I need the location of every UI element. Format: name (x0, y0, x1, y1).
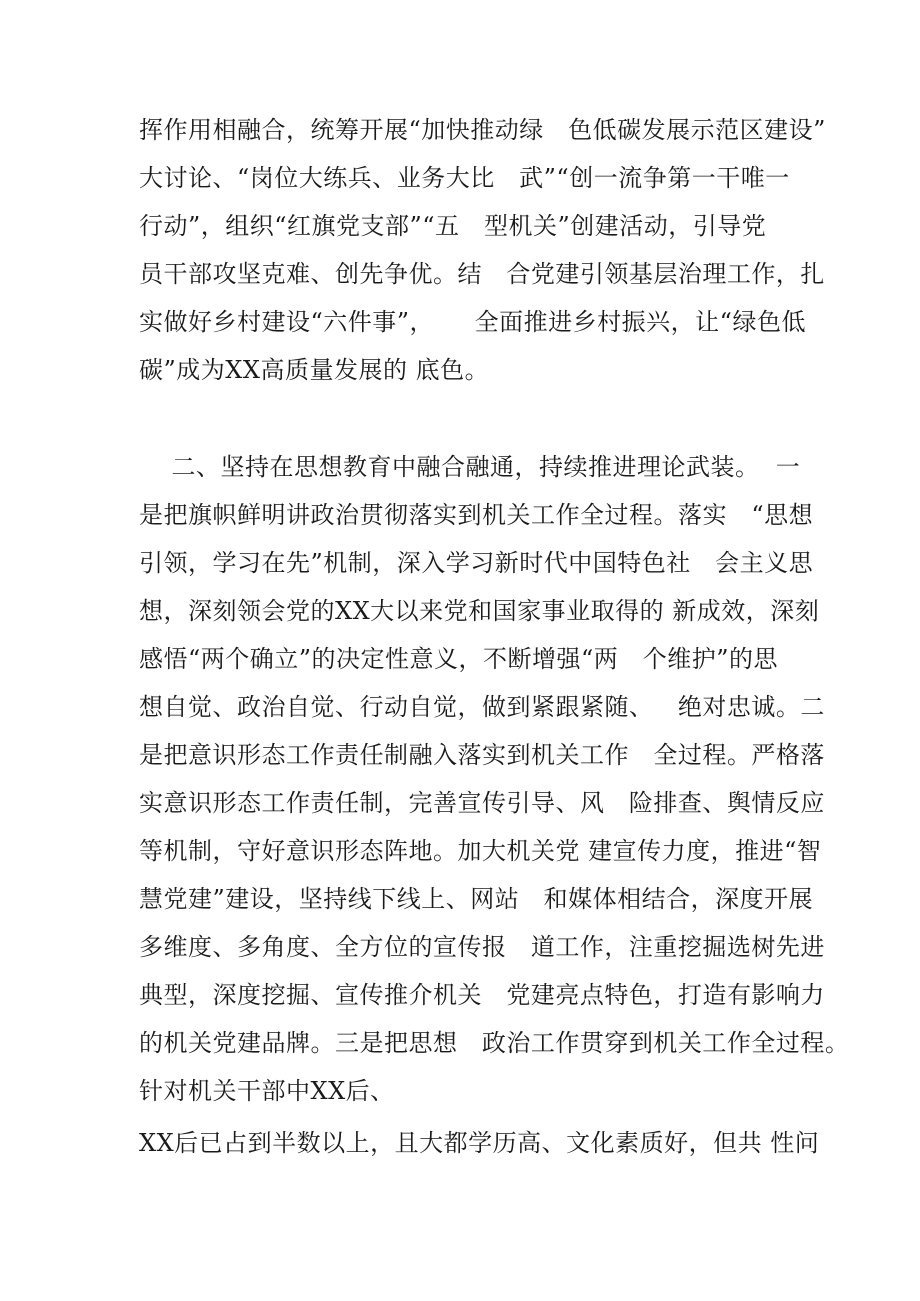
paragraph-2-line-14: 针对机关干部中XX后、 (139, 1077, 395, 1105)
paragraph-1-line-4: 员干部攻坚克难、创先争优。结 合党建引领基层治理工作，扎 (139, 260, 825, 288)
paragraph-1-line-2: 大讨论、“岗位大练兵、业务大比 武”“创一流争第一干唯一 (139, 164, 790, 192)
paragraph-3-line-1: XX后已占到半数以上，且大都学历高、文化素质好，但共 性问 (139, 1129, 820, 1157)
paragraph-2-line-11: 多维度、多角度、全方位的宣传报 道工作，注重挖掘选树先进 (139, 933, 825, 961)
paragraph-1-line-5: 实做好乡村建设“六件事”， 全面推进乡村振兴，让“绿色低 (139, 308, 806, 336)
paragraph-1-line-6: 碳”成为XX高质量发展的 底色。 (139, 356, 490, 384)
paragraph-2-line-8: 实意识形态工作责任制，完善宣传引导、风 险排查、舆情反应 (139, 789, 825, 817)
paragraph-2-line-4: 想，深刻领会党的XX大以来党和国家事业取得的 新成效，深刻 (139, 597, 820, 625)
paragraph-2-line-6: 想自觉、政治自觉、行动自觉，做到紧跟紧随、 绝对忠诚。二 (139, 693, 825, 721)
paragraph-2-line-9: 等机制，守好意识形态阵地。加大机关党 建宣传力度，推进“智 (139, 837, 822, 865)
paragraph-2-line-7: 是把意识形态工作责任制融入落实到机关工作 全过程。严格落 (139, 741, 825, 769)
paragraph-2-line-5: 感悟“两个确立”的决定性意义，不断增强“两 个维护”的思 (139, 645, 778, 673)
paragraph-1-line-3: 行动”，组织“红旗党支部”“五 型机关”创建活动，引导党 (139, 212, 767, 240)
paragraph-2-line-12: 典型，深度挖掘、宣传推介机关 党建亮点特色，打造有影响力 (139, 981, 825, 1009)
paragraph-2-line-1: 二、坚持在思想教育中融合融通，持续推进理论武装。 一 (139, 453, 801, 481)
paragraph-1-line-1: 挥作用相融合，统筹开展“加快推动绿 色低碳发展示范区建设” (139, 116, 826, 144)
paragraph-2-line-13: 的机关党建品牌。三是把思想 政治工作贯穿到机关工作全过程。 (139, 1029, 850, 1057)
paragraph-2-line-3: 引领，学习在先”机制，深入学习新时代中国特色社 会主义思 (139, 549, 814, 577)
paragraph-2-line-2: 是把旗帜鲜明讲政治贯彻落实到机关工作全过程。落实 “思想 (139, 501, 814, 529)
paragraph-2-line-10: 慧党建”建设，坚持线下线上、网站 和媒体相结合，深度开展 (139, 885, 814, 913)
